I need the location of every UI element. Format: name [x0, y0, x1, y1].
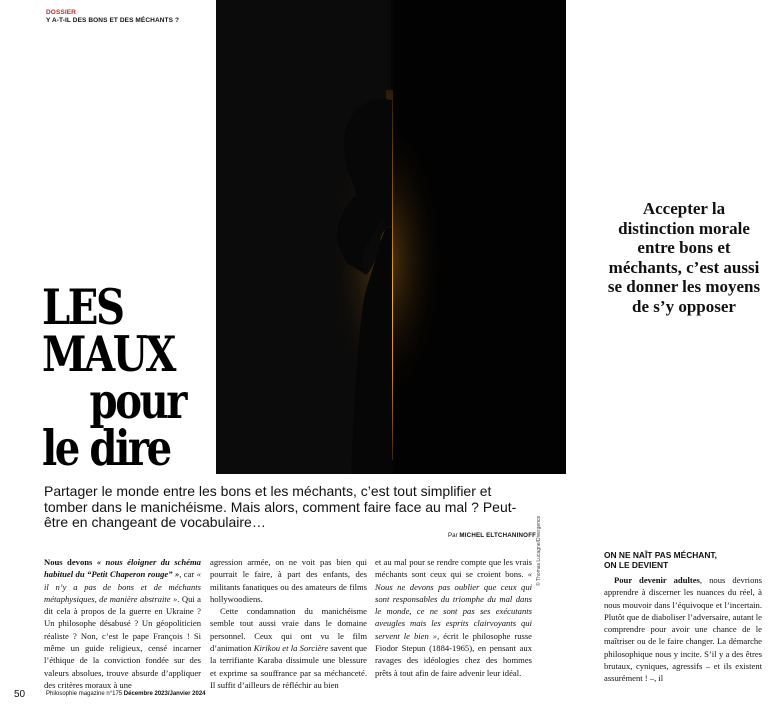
body-column-4: [604, 574, 762, 685]
subheading-line-1: ON NE NAÎT PAS MÉCHANT,: [604, 550, 717, 560]
lead-photo: [216, 0, 566, 474]
body-text: savent que la terrifiante Karaba dissimule une blessure et exprime sa souffrance par sa méchanceté. Il suffit d’ailleurs de réfléchir au bien: [210, 643, 367, 690]
body-column-2: [210, 556, 367, 691]
photo-credit: © Thomas Lucagne/Divergence: [536, 515, 542, 586]
standfirst: Partager le monde entre les bons et les méchants, c’est tout simplifier et tomber dans le manichéisme. Mais alors, comment faire face au mal ? Peut-être en changeant de vocabulaire…: [44, 483, 517, 530]
lead-in-2: Pour devenir adultes: [614, 575, 700, 585]
silhouette-door-image: [216, 0, 566, 474]
issue-date: Décembre 2023/Janvier 2024: [123, 691, 206, 697]
body-text: , nous devrions apprendre à discerner les nuances du réel, à nous mouvoir dans l’équivoque et l’incertain. Plutôt que de diaboliser l’adversaire, autant le comprendre pour avoir une chance de le maîtriser ou de le faire changer. La démarche philosophique nous y incite. S’il y a des êtres brutaux, cyniques, agressifs – et ils existent assurément ! –, il: [604, 575, 763, 684]
title-line-pour: pour: [89, 372, 186, 430]
byline-prefix: Par: [448, 532, 458, 539]
title-line-le-dire: le dire: [42, 419, 170, 477]
body-text: , écrit le philosophe russe Fiodor Stepun (1884-1965), en pensant aux ravages des idéologies chez des hommes prêts à tout afin de faire advenir leur idéal.: [375, 630, 532, 678]
section-kicker: [46, 9, 179, 25]
body-text: et au mal pour se rendre compte que les vrais méchants sont ceux qui se croient bons.: [375, 557, 532, 580]
quote-stepun: « Nous ne devons pas oublier que ceux qui sont responsables du triomphe du mal dans le monde, ce ne sont pas ses exécutants aveugles mais les esprits clairvoyants qui servent le bien »: [375, 569, 532, 641]
quote-pope: « il n’y a pas de bons et de méchants métaphysiques, de manière abstraite »: [44, 569, 202, 604]
film-title: Kirikou et la Sorcière: [253, 643, 329, 654]
pull-quote: Accepter la distinction morale entre bons et méchants, c’est aussi se donner les moyens de s’y opposer: [607, 199, 761, 316]
kicker-question: Y A-T-IL DES BONS ET DES MÉCHANTS ?: [46, 17, 180, 24]
body-column-3: [375, 556, 532, 679]
title-line-les: LES: [42, 278, 123, 336]
body-text: . Qui a dit cela à propos de la guerre en Ukraine ? Un philosophe désabusé ? Un géopoliticien réaliste ? Non, c’est le pape François ! Si même un guide religieux, censé incarner l’éthique de la conviction fondée sur des valeurs absolues, trouve absurde d’appliquer des critères moraux à une: [44, 593, 201, 690]
body-column-1: [44, 556, 201, 691]
lead-in: Nous devons: [44, 557, 93, 567]
magazine-name: Philosophie magazine n°175: [46, 691, 123, 697]
body-text: , car: [179, 569, 197, 580]
subheading-line-2: ON LE DEVIENT: [604, 560, 669, 571]
page-number: 50: [14, 689, 26, 700]
folio: [46, 691, 206, 697]
kicker-section: DOSSIER: [46, 9, 76, 16]
body-text: Cette condamnation du manichéisme semble tout aussi vraie dans le domaine personnel. Ceux qui ont vu le film d’animation: [210, 606, 367, 654]
byline-author: MICHEL ELTCHANINOFF: [459, 532, 537, 539]
quote-chaperon: « nous éloigner du schéma habituel du “Petit Chaperon rouge” »: [44, 557, 201, 580]
body-text: agression armée, on ne voit pas bien qui pourrait le faire, à part des enfants, des militants fanatiques ou des amateurs de films hollywoodiens.: [210, 557, 367, 604]
byline: [448, 532, 536, 539]
subheading: [604, 550, 764, 570]
title-line-maux: MAUX: [42, 325, 175, 383]
article-title: [42, 278, 186, 477]
